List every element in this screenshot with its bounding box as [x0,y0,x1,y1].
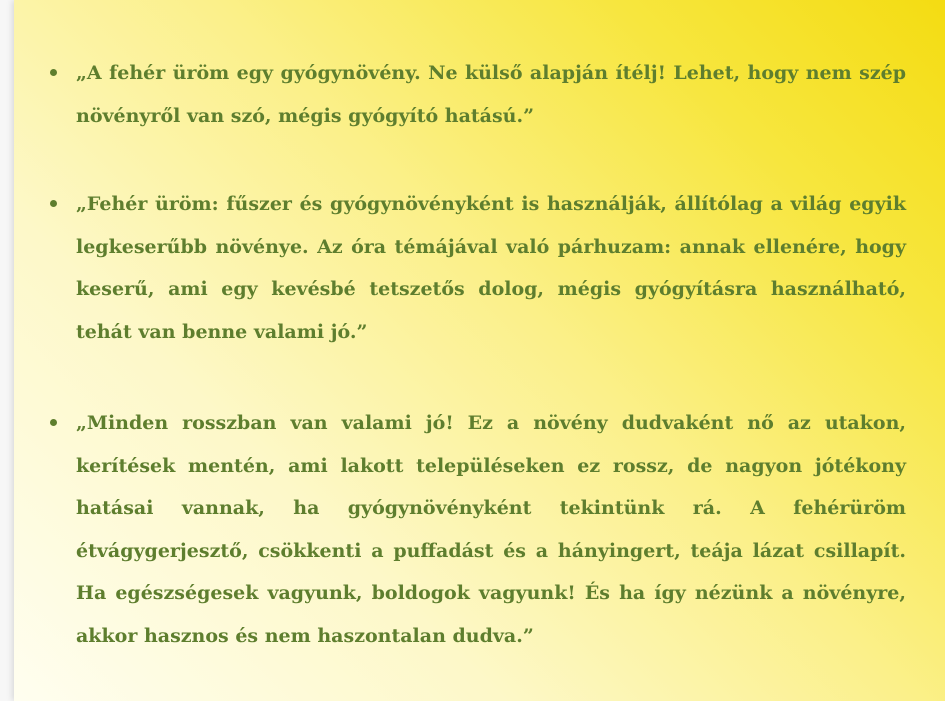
bullet-text: „Minden rosszban van valami jó! Ez a növény dudvaként nő az utakon, kerítések mentén, ami lakott településeken ez rossz, de nagyon jótékony hatásai vannak, ha gyógynövényként tekintünk rá. A fehérüröm étvágygerjesztő, csökkenti a puffadást és a hányingert, teája lázat csillapít. Ha egészségesek vagyunk, boldogok vagyunk! És ha így nézünk a növényre, akkor hasznos és nem haszontalan dudva.” [76,412,906,647]
slide [14,0,945,701]
bullet-dot-icon [50,69,57,76]
bullet-dot-icon [50,200,57,207]
bullet-item-3 [76,402,906,657]
bullet-text: „A fehér üröm egy gyógynövény. Ne külső alapján ítélj! Lehet, hogy nem szép növényről van szó, mégis gyógyító hatású.” [76,62,906,127]
bullet-item-2 [76,183,906,353]
bullet-dot-icon [50,419,57,426]
bullet-item-1 [76,52,906,137]
bullet-text: „Fehér üröm: fűszer és gyógynövényként is használják, állítólag a világ egyik legkeserűbb növénye. Az óra témájával való párhuzam: annak ellenére, hogy keserű, ami egy kevésbé tetszetős dolog, mégis gyógyításra használható, tehát van benne valami jó.” [76,193,906,343]
